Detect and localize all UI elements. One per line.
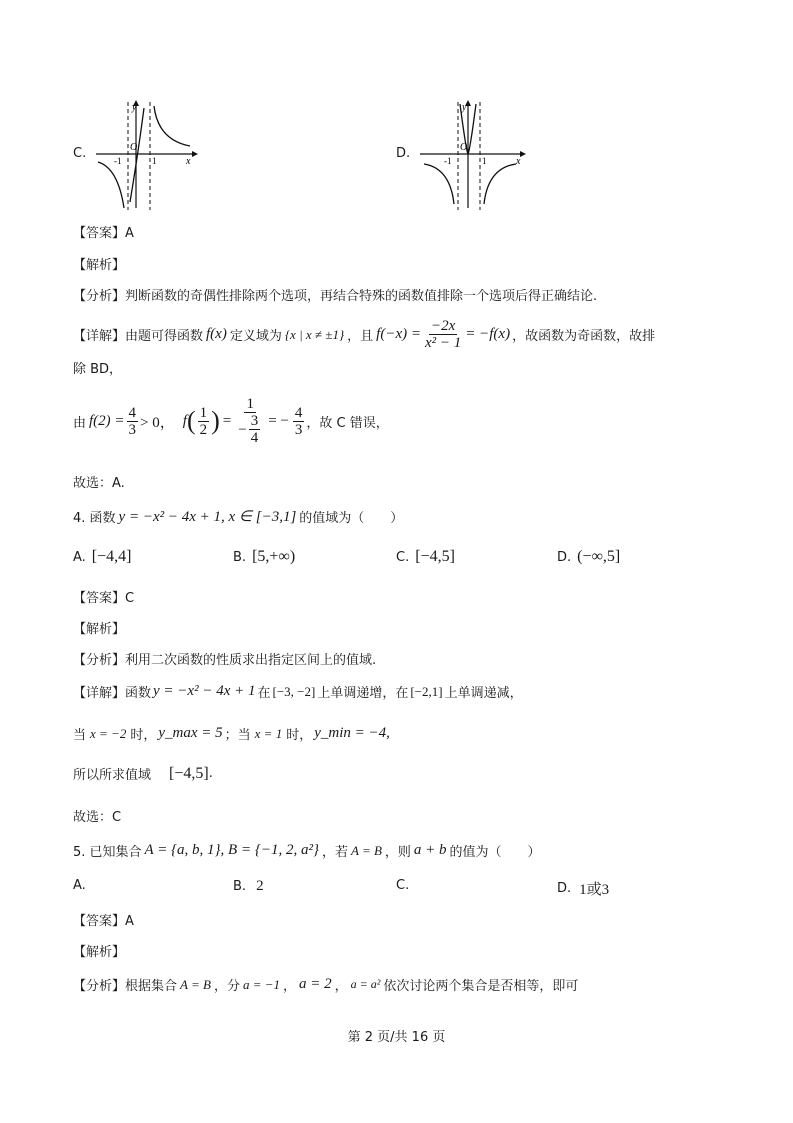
q5-option-d-value: 1或3 xyxy=(579,882,610,898)
q5-if-text: ，若 xyxy=(321,845,348,860)
option-d-label: D. xyxy=(396,146,411,161)
q5-option-b-value: 2 xyxy=(256,878,264,894)
q4-range-text: 所以所求值域 xyxy=(73,768,152,783)
q4-when1: 当 xyxy=(73,728,87,743)
q4-answer: 【答案】C xyxy=(73,591,135,606)
q3-big-frac: 1 − $\frac{3}{4}$ xyxy=(238,396,259,446)
q3-half-num: 1 xyxy=(199,404,208,421)
q5-stem-prefix: 5. 已知集合 xyxy=(73,845,142,860)
q4-range-line xyxy=(73,764,213,783)
q4-choose: 故选：C xyxy=(73,810,122,825)
q3-half-frac xyxy=(198,405,210,438)
q4-option-b-label: B. xyxy=(233,549,247,565)
graph-c-neg-one: -1 xyxy=(114,156,122,166)
q3-fenxi: 【分析】判断函数的奇偶性排除两个选项，再结合特殊的函数值排除一个选项后得正确结论. xyxy=(73,289,598,304)
q3-by: 由 xyxy=(73,415,87,431)
q3-eq-neg-fx: = −f(x) xyxy=(465,326,511,342)
q3-f-half: f xyxy=(182,412,187,429)
q3-answer: 【答案】A xyxy=(73,226,134,241)
q3-detail-prefix: 【详解】由题可得函数 xyxy=(73,329,204,344)
q3-frac xyxy=(423,318,463,351)
q4-range-end: . xyxy=(208,766,213,781)
q4-shi1: 时， xyxy=(130,728,157,743)
q4-detail-prefix: 【详解】函数 xyxy=(73,686,152,701)
graph-c-pos-one: 1 xyxy=(152,156,157,166)
q3-c-wrong: ，故 C 错误， xyxy=(306,415,389,431)
q5-c2: a = 2 xyxy=(299,976,332,992)
q3-n34-den: 4 xyxy=(250,430,259,446)
q3-frac-num: −2x xyxy=(430,318,456,334)
q4-option-b-value: [5,+∞) xyxy=(252,548,296,565)
q4-fenxi: 【分析】利用二次函数的性质求出指定区间上的值域. xyxy=(73,653,377,668)
q3-one: 1 xyxy=(246,396,254,412)
q4-func: y = −x² − 4x + 1, x ∈ [−3,1] xyxy=(118,509,297,525)
graph-d xyxy=(416,98,528,210)
q3-jiexi: 【解析】 xyxy=(73,258,126,273)
q5-c1: a = −1 xyxy=(242,976,280,992)
q5-option-d[interactable] xyxy=(557,878,609,899)
q5-c3: a = a² xyxy=(350,977,381,991)
graph-d-pos-one: 1 xyxy=(482,156,487,166)
q5-option-b[interactable] xyxy=(233,878,264,895)
q5-option-d-label: D. xyxy=(557,881,572,896)
q4-semi: ；当 xyxy=(224,728,251,743)
q4-option-a[interactable] xyxy=(73,548,131,566)
q4-option-d-value: (−∞,5] xyxy=(577,548,621,565)
graph-c xyxy=(92,98,202,210)
q4-when-line xyxy=(73,724,392,743)
q3-f2-den: 3 xyxy=(128,421,137,438)
graph-c-origin: O xyxy=(130,142,138,153)
q5-sets: A = {a, b, 1}, B = {−1, 2, a²} xyxy=(144,842,319,858)
q4-option-a-value: [−4,4] xyxy=(91,548,132,565)
q5-option-c[interactable] xyxy=(396,878,409,893)
q3-f2-frac xyxy=(127,405,139,438)
q5-fenxi-line xyxy=(73,975,578,994)
q5-option-c-label: C. xyxy=(396,878,410,893)
q3-eq2: = − xyxy=(268,412,289,429)
q4-option-c-label: C. xyxy=(396,549,410,565)
q5-comma2: ， xyxy=(334,979,348,994)
q5-fenxi-prefix: 【分析】根据集合 xyxy=(73,979,178,994)
graph-c-y-label: y xyxy=(132,102,137,113)
q3-line2: 除 BD， xyxy=(73,362,123,377)
q3-half-den: 2 xyxy=(199,421,208,438)
q4-stem-suffix: 的值域为（ ） xyxy=(299,511,404,526)
q3-fx: f(x) xyxy=(206,326,227,342)
q5-then-text: ，则 xyxy=(384,845,411,860)
q3-eq1: = xyxy=(222,412,232,429)
q5-fenxi-aeqb: A = B xyxy=(180,976,211,992)
q5-option-a-label: A. xyxy=(73,878,86,893)
q4-option-b[interactable] xyxy=(233,548,295,566)
q4-option-d-label: D. xyxy=(557,549,572,565)
q5-fenxi-suffix: 依次讨论两个集合是否相等，即可 xyxy=(383,979,579,994)
graph-c-x-label: x xyxy=(186,156,191,167)
q4-int1: [−3, −2] xyxy=(272,683,316,699)
q3-and-text: ，且 xyxy=(347,329,374,344)
q4-shi2: 时， xyxy=(286,728,313,743)
q3-detail-line xyxy=(73,318,655,351)
q4-ymax: y_max = 5 xyxy=(158,725,223,741)
q4-x1: x = −2 xyxy=(90,725,127,741)
q4-option-c[interactable] xyxy=(396,548,455,566)
q4-option-c-value: [−4,5] xyxy=(415,548,455,565)
q3-f-neg-x: f(−x) = xyxy=(376,326,421,342)
graph-d-neg-one: -1 xyxy=(444,156,452,166)
q3-domain-text: 定义域为 xyxy=(229,329,282,344)
q5-aplusb: a + b xyxy=(413,842,447,858)
q4-in1: 在 xyxy=(257,686,271,701)
q4-dec: 上单调递减， xyxy=(444,686,523,701)
q3-r-num: 4 xyxy=(294,404,303,421)
graph-d-origin: O xyxy=(460,142,468,153)
q3-result-frac xyxy=(293,405,305,438)
q4-stem-prefix: 4. 函数 xyxy=(73,511,116,526)
q4-x2: x = 1 xyxy=(254,725,283,741)
q3-f2: f(2) = xyxy=(89,412,125,429)
q3-frac-den: x² − 1 xyxy=(424,335,462,351)
q4-range-val: [−4,5] xyxy=(169,764,209,782)
q4-jiexi: 【解析】 xyxy=(73,622,126,637)
q5-aeqb: A = B xyxy=(350,842,382,858)
q3-gt0: > 0， xyxy=(140,414,175,431)
q3-domain-set: {x | x ≠ ±1} xyxy=(284,326,345,342)
graph-d-y-label: y xyxy=(462,102,467,113)
q5-fenxi-mid: ，分 xyxy=(213,979,240,994)
q5-answer: 【答案】A xyxy=(73,914,134,929)
q3-f2-num: 4 xyxy=(128,404,137,421)
page-footer: 第 2 页/共 16 页 xyxy=(347,1030,446,1045)
q4-stem xyxy=(73,507,403,526)
q5-comma: ， xyxy=(283,979,297,994)
q3-choose: 故选：A. xyxy=(73,476,125,491)
q5-option-a[interactable] xyxy=(73,878,86,893)
q5-stem-suffix: 的值为（ ） xyxy=(449,845,541,860)
q3-odd-text: ，故函数为奇函数，故排 xyxy=(512,329,656,344)
q5-option-b-label: B. xyxy=(233,879,247,894)
q4-inc: 上单调递增，在 xyxy=(317,686,409,701)
q3-calc-line: 由 f(2) = $\frac{4}{3}$ > 0， f ( $\frac{1}{2}$ ) = 1 − $\frac{3}{4}$ = − $\frac{4}{3}$ ，故 C 错误， xyxy=(73,396,389,446)
q4-detail-line xyxy=(73,682,523,701)
q4-int2: [−2,1] xyxy=(410,683,443,699)
q4-ymin: y_min = −4, xyxy=(314,725,390,741)
q3-r-den: 3 xyxy=(294,421,303,438)
q4-detail-func: y = −x² − 4x + 1 xyxy=(153,683,256,699)
q5-stem xyxy=(73,841,541,860)
q4-option-a-label: A. xyxy=(73,549,86,565)
q3-n34-num: 3 xyxy=(250,413,259,429)
q4-option-d[interactable] xyxy=(557,548,620,566)
q5-jiexi: 【解析】 xyxy=(73,945,126,960)
option-c-label: C. xyxy=(73,146,87,161)
graph-d-x-label: x xyxy=(516,156,521,167)
